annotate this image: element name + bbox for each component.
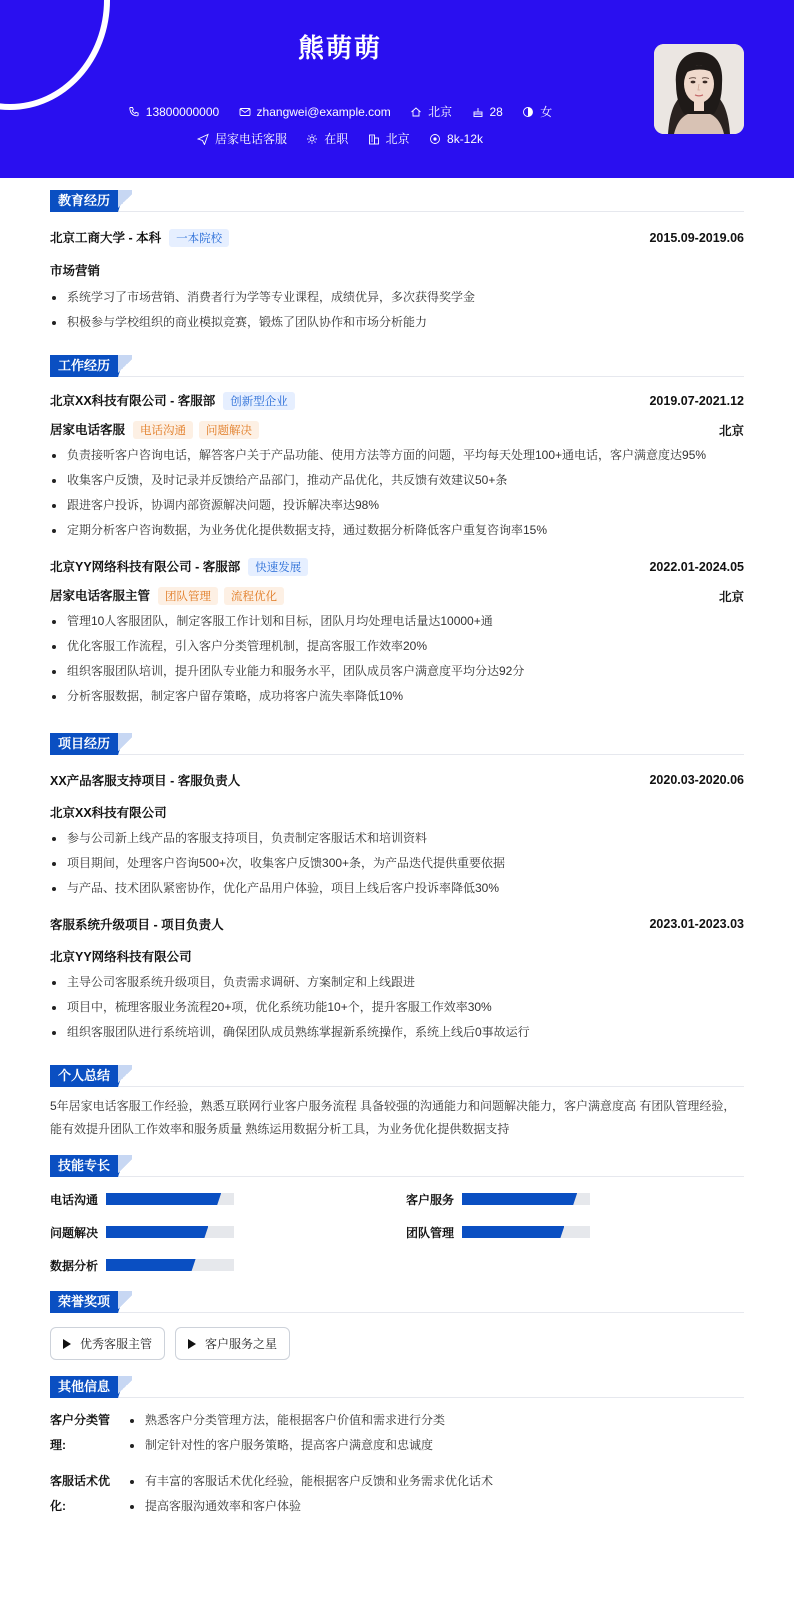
work-company-badge: 创新型企业 (223, 392, 295, 410)
summary-title: 个人总结 (50, 1065, 118, 1087)
resume-header (0, 0, 794, 178)
skill-item (50, 1191, 406, 1207)
skill-bar-fill (462, 1226, 564, 1238)
project-company-row (50, 947, 744, 965)
other-row (50, 1469, 744, 1519)
work-company-badge: 快速发展 (248, 558, 308, 576)
other-title: 其他信息 (50, 1376, 118, 1398)
list-item: 跟进客户投诉，协调内部资源解决问题，投诉解决率达98% (50, 493, 744, 518)
list-item: 项目期间，处理客户咨询500+次，收集客户反馈300+条，为产品迭代提供重要依据 (50, 851, 744, 876)
skill-bar (462, 1193, 590, 1205)
list-item: 制定针对性的客户服务策略，提高客户满意度和忠诚度 (128, 1433, 445, 1458)
work-title-bar (50, 355, 744, 377)
project-bullets (50, 826, 744, 901)
work-period: 2019.07-2021.12 (649, 393, 744, 408)
skill-bar (106, 1193, 234, 1205)
summary-title-bar (50, 1065, 744, 1087)
list-item: 系统学习了市场营销、消费者行为学等专业课程，成绩优异，多次获得奖学金 (50, 285, 744, 310)
list-item: 提高客服沟通效率和客户体验 (128, 1494, 493, 1519)
awards-section (50, 1291, 744, 1360)
home-icon (410, 106, 422, 118)
award-label: 优秀客服主管 (80, 1337, 153, 1351)
email-info (239, 105, 391, 119)
play-icon (188, 1339, 196, 1349)
education-head (50, 228, 744, 247)
projects-title: 项目经历 (50, 733, 118, 755)
other-title-bar (50, 1376, 744, 1398)
education-title: 教育经历 (50, 190, 118, 212)
other-key: 客服话术优化: (50, 1474, 111, 1513)
work-tag: 流程优化 (224, 587, 284, 605)
work-role-row (50, 586, 744, 605)
education-period: 2015.09-2019.06 (649, 230, 744, 245)
play-icon (63, 1339, 71, 1349)
job-intent-row (0, 130, 680, 147)
work-company-group (50, 391, 295, 410)
skill-bar-fill (106, 1259, 196, 1271)
other-bullets (128, 1469, 493, 1519)
education-section (50, 190, 744, 335)
list-item: 分析客服数据，制定客户留存策略，成功将客户流失率降低10% (50, 684, 744, 709)
other-row (50, 1408, 744, 1458)
work-tag: 团队管理 (158, 587, 218, 605)
skill-bar-fill (106, 1193, 221, 1205)
work-entry-head (50, 391, 744, 410)
list-item: 管理10人客服团队，制定客服工作计划和目标，团队月均处理电话量达10000+通 (50, 609, 744, 634)
coin-icon (429, 133, 441, 145)
project-bullets (50, 970, 744, 1045)
mail-icon (239, 106, 251, 118)
education-school-group (50, 228, 229, 247)
age-info (472, 105, 503, 119)
list-item: 与产品、技术团队紧密协作，优化产品用户体验，项目上线后客户投诉率降低30% (50, 876, 744, 901)
skill-label: 问题解决 (50, 1225, 99, 1240)
resume-body (0, 190, 794, 1519)
skill-bar-fill (106, 1226, 208, 1238)
portrait-image (654, 44, 744, 134)
job-target-text: 居家电话客服 (214, 132, 287, 146)
awards-title-bar (50, 1291, 744, 1313)
skill-label: 数据分析 (50, 1258, 99, 1273)
skills-title: 技能专长 (50, 1155, 118, 1177)
salary-text: 8k-12k (447, 132, 484, 146)
gender-icon (522, 106, 534, 118)
project-company-row (50, 803, 744, 821)
work-company: 北京YY网络科技有限公司 - 客服部 (50, 560, 241, 574)
project-company: 北京YY网络科技有限公司 (50, 950, 192, 964)
work-bullets (50, 443, 744, 543)
skill-bar (106, 1226, 234, 1238)
work-section (50, 355, 744, 709)
skill-label: 客户服务 (406, 1192, 455, 1207)
project-name: 客服系统升级项目 - 项目负责人 (50, 918, 224, 932)
list-item: 定期分析客户咨询数据，为业务优化提供数据支持，通过数据分析降低客户重复咨询率15% (50, 518, 744, 543)
work-period: 2022.01-2024.05 (649, 559, 744, 574)
salary-info (429, 132, 483, 146)
award-label: 客户服务之星 (205, 1337, 278, 1351)
education-major-text: 市场营销 (50, 264, 101, 278)
award-item (50, 1327, 165, 1360)
contact-row (0, 103, 680, 120)
settings-icon (306, 133, 318, 145)
phone-icon (128, 106, 140, 118)
status-info (306, 130, 348, 147)
work-role-group (50, 420, 259, 439)
list-item: 负责接听客户咨询电话，解答客户关于产品功能、使用方法等方面的问题，平均每天处理100+通电话，客户满意度达95% (50, 443, 744, 468)
gender-text: 女 (540, 105, 553, 119)
email-text: zhangwei@example.com (256, 105, 391, 119)
skill-item (50, 1224, 406, 1240)
skill-item (406, 1191, 746, 1207)
job-target-info (197, 130, 287, 147)
education-bullets (50, 285, 744, 335)
project-entry-head (50, 915, 744, 933)
work-company-group (50, 557, 308, 576)
location-info (410, 103, 452, 120)
gender-info (522, 103, 552, 120)
work-company: 北京XX科技有限公司 - 客服部 (50, 394, 216, 408)
phone-text: 13800000000 (145, 105, 220, 119)
work-tag: 电话沟通 (133, 421, 193, 439)
skills-section (50, 1155, 744, 1273)
target-city-text: 北京 (385, 132, 410, 146)
work-role: 居家电话客服 (50, 423, 126, 437)
projects-section (50, 733, 744, 1045)
awards-title: 荣誉奖项 (50, 1291, 118, 1313)
work-role-row (50, 420, 744, 439)
awards-list (50, 1327, 744, 1360)
list-item: 优化客服工作流程，引入客户分类管理机制，提高客服工作效率20% (50, 634, 744, 659)
candidate-name: 熊萌萌 (297, 33, 382, 63)
list-item: 项目中，梳理客服业务流程20+项，优化系统功能10+个，提升客服工作效率30% (50, 995, 744, 1020)
phone-info (128, 105, 219, 119)
education-major (50, 261, 744, 279)
work-role-group (50, 586, 284, 605)
list-item: 组织客服团队培训，提升团队专业能力和服务水平，团队成员客户满意度平均分达92分 (50, 659, 744, 684)
project-entry-head (50, 771, 744, 789)
list-item: 熟悉客户分类管理方法，能根据客户价值和需求进行分类 (128, 1408, 445, 1433)
other-bullets (128, 1408, 445, 1458)
skill-bar (462, 1226, 590, 1238)
education-badge: 一本院校 (169, 229, 229, 247)
summary-section (50, 1065, 744, 1141)
skill-item (406, 1224, 746, 1240)
work-entry-head (50, 557, 744, 576)
work-title: 工作经历 (50, 355, 118, 377)
list-item: 积极参与学校组织的商业模拟竞赛，锻炼了团队协作和市场分析能力 (50, 310, 744, 335)
list-item: 主导公司客服系统升级项目，负责需求调研、方案制定和上线跟进 (50, 970, 744, 995)
target-city-info (368, 130, 410, 147)
age-text: 28 (489, 105, 503, 119)
project-company: 北京XX科技有限公司 (50, 806, 167, 820)
award-item (175, 1327, 290, 1360)
other-section (50, 1376, 744, 1519)
work-city: 北京 (718, 589, 744, 604)
work-city: 北京 (718, 423, 744, 438)
work-tag: 问题解决 (199, 421, 259, 439)
project-period: 2023.01-2023.03 (649, 917, 744, 931)
other-key: 客户分类管理: (50, 1413, 111, 1452)
projects-title-bar (50, 733, 744, 755)
education-school: 北京工商大学 - 本科 (50, 231, 162, 245)
skill-label: 团队管理 (406, 1225, 455, 1240)
cake-icon (472, 106, 484, 118)
status-text: 在职 (324, 132, 349, 146)
list-item: 参与公司新上线产品的客服支持项目，负责制定客服话术和培训资料 (50, 826, 744, 851)
project-name: XX产品客服支持项目 - 客服负责人 (50, 774, 241, 788)
send-icon (197, 133, 209, 145)
list-item: 收集客户反馈，及时记录并反馈给产品部门，推动产品优化，共反馈有效建议50+条 (50, 468, 744, 493)
skill-bar-fill (462, 1193, 577, 1205)
skills-title-bar (50, 1155, 744, 1177)
skill-label: 电话沟通 (50, 1192, 99, 1207)
work-bullets (50, 609, 744, 709)
project-period: 2020.03-2020.06 (649, 773, 744, 787)
skills-grid (50, 1191, 744, 1273)
education-title-bar (50, 190, 744, 212)
skill-bar (106, 1259, 234, 1271)
work-role: 居家电话客服主管 (50, 589, 151, 603)
skill-item (50, 1257, 406, 1273)
profile-photo (654, 44, 744, 134)
list-item: 有丰富的客服话术优化经验，能根据客户反馈和业务需求优化话术 (128, 1469, 493, 1494)
list-item: 组织客服团队进行系统培训，确保团队成员熟练掌握新系统操作，系统上线后0事故运行 (50, 1020, 744, 1045)
location-text: 北京 (428, 105, 453, 119)
summary-text: 5年居家电话客服工作经验，熟悉互联网行业客户服务流程 具备较强的沟通能力和问题解决能力，客户满意度高 有团队管理经验，能有效提升团队工作效率和服务质量 熟练运用数据分析工具，为业务优化提供数据支持 (50, 1099, 736, 1136)
building-icon (368, 133, 380, 145)
